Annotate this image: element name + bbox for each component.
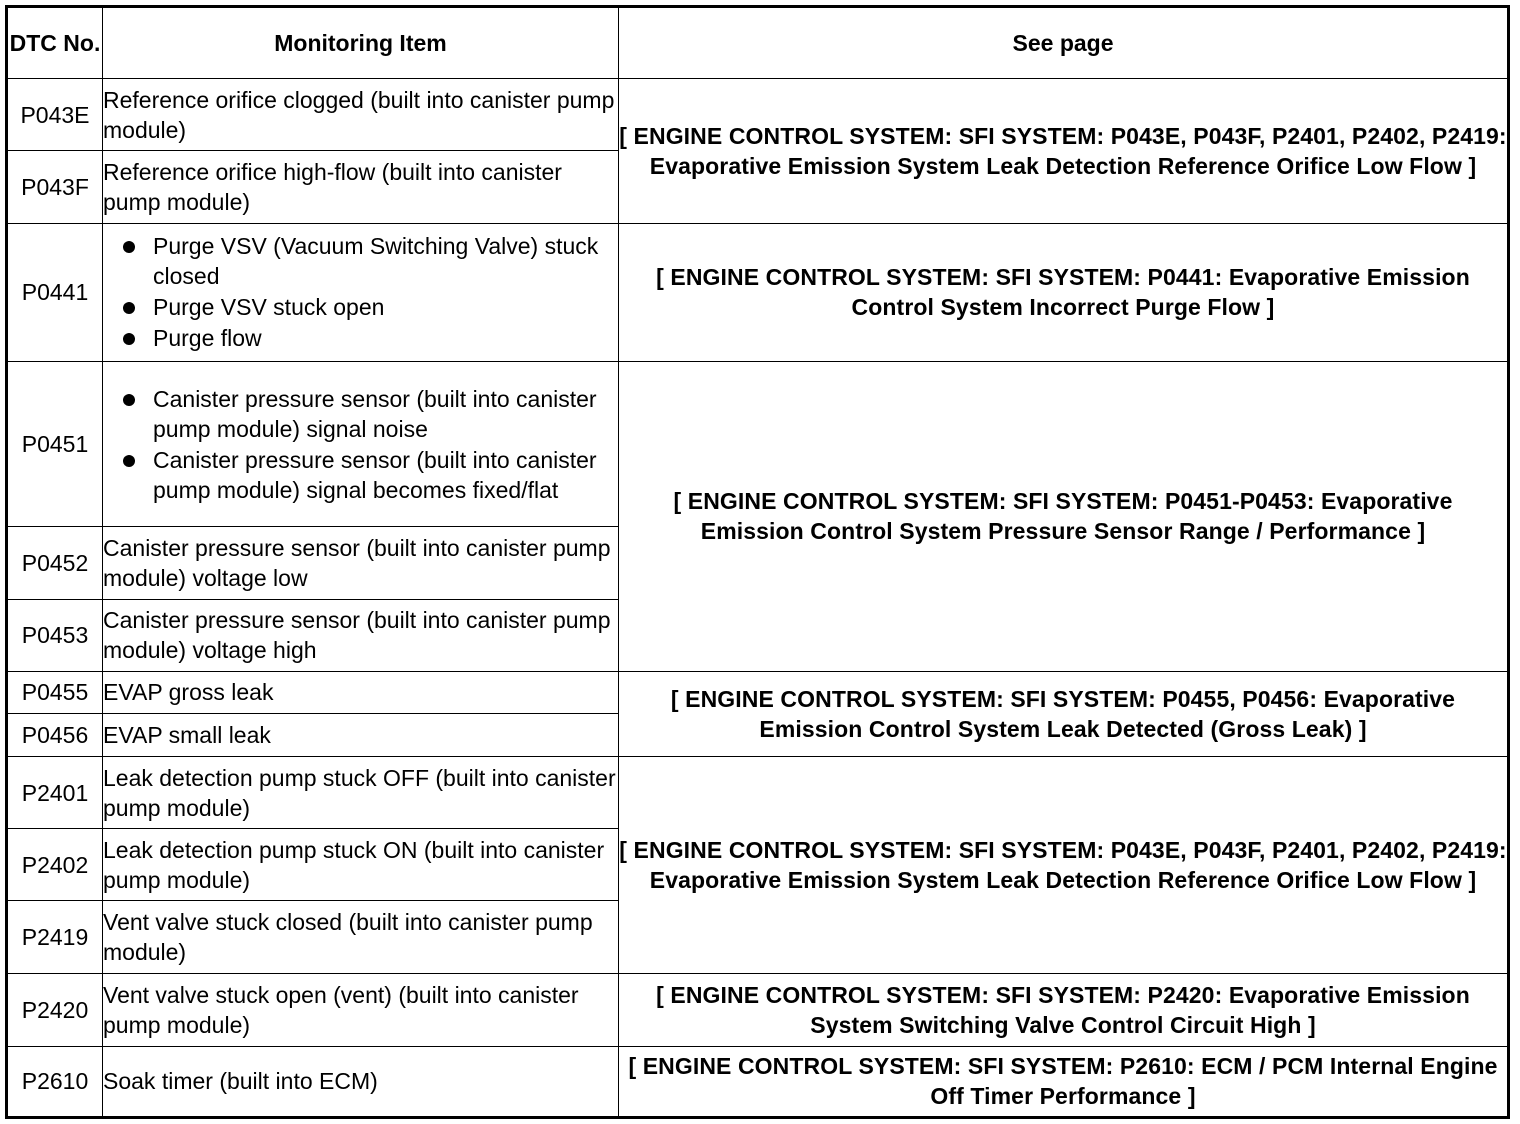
- bullet-icon: [123, 333, 135, 345]
- monitoring-item: Canister pressure sensor (built into canister pump module) voltage low: [103, 527, 619, 599]
- see-page-link[interactable]: [ ENGINE CONTROL SYSTEM: SFI SYSTEM: P0451-P0453: Evaporative Emission Control System Pressure Sensor Range / Performance ]: [619, 361, 1509, 671]
- monitoring-item: Soak timer (built into ECM): [103, 1046, 619, 1117]
- dtc-code: P2402: [7, 829, 103, 901]
- monitoring-item: Canister pressure sensor (built into canister pump module) voltage high: [103, 599, 619, 671]
- monitoring-item: [103, 361, 619, 526]
- dtc-code: P2419: [7, 901, 103, 973]
- monitoring-item: EVAP gross leak: [103, 671, 619, 713]
- header-see-page: See page: [619, 7, 1509, 79]
- table-row: [7, 79, 1509, 151]
- bullet-text: Purge VSV stuck open: [153, 294, 385, 321]
- table-row: [7, 223, 1509, 361]
- see-page-link[interactable]: [ ENGINE CONTROL SYSTEM: SFI SYSTEM: P043E, P043F, P2401, P2402, P2419: Evaporative Emission System Leak Detection Reference Orifice Low Flow ]: [619, 79, 1509, 223]
- dtc-code: P2401: [7, 756, 103, 828]
- table-row: [7, 756, 1509, 828]
- bullet-icon: [123, 302, 135, 314]
- table-row: [7, 671, 1509, 713]
- monitoring-item: Vent valve stuck open (vent) (built into canister pump module): [103, 973, 619, 1046]
- table-row: [7, 1046, 1509, 1117]
- dtc-code: P0452: [7, 527, 103, 599]
- monitoring-item: Reference orifice high-flow (built into canister pump module): [103, 151, 619, 223]
- header-monitoring-item: Monitoring Item: [103, 7, 619, 79]
- dtc-code: P0441: [7, 223, 103, 361]
- dtc-code: P0455: [7, 671, 103, 713]
- table-header-row: [7, 7, 1509, 79]
- monitoring-item: Reference orifice clogged (built into canister pump module): [103, 79, 619, 151]
- dtc-code: P0453: [7, 599, 103, 671]
- bullet-text: Purge flow: [153, 325, 262, 352]
- bullet-text: Purge VSV (Vacuum Switching Valve) stuck closed: [153, 233, 599, 290]
- monitoring-item: Leak detection pump stuck ON (built into canister pump module): [103, 829, 619, 901]
- bullet-icon: [123, 455, 135, 467]
- see-page-link[interactable]: [ ENGINE CONTROL SYSTEM: SFI SYSTEM: P0455, P0456: Evaporative Emission Control System Leak Detected (Gross Leak) ]: [619, 671, 1509, 756]
- table-row: [7, 973, 1509, 1046]
- monitoring-item: Vent valve stuck closed (built into canister pump module): [103, 901, 619, 973]
- bullet-icon: [123, 394, 135, 406]
- bullet-list: [103, 384, 618, 505]
- dtc-code: P2610: [7, 1046, 103, 1117]
- see-page-link[interactable]: [ ENGINE CONTROL SYSTEM: SFI SYSTEM: P2420: Evaporative Emission System Switching Valve Control Circuit High ]: [619, 973, 1509, 1046]
- monitoring-item: [103, 223, 619, 361]
- dtc-code: P2420: [7, 973, 103, 1046]
- dtc-code: P043E: [7, 79, 103, 151]
- dtc-code: P043F: [7, 151, 103, 223]
- bullet-item: [103, 445, 618, 505]
- see-page-link[interactable]: [ ENGINE CONTROL SYSTEM: SFI SYSTEM: P2610: ECM / PCM Internal Engine Off Timer Performance ]: [619, 1046, 1509, 1117]
- see-page-link[interactable]: [ ENGINE CONTROL SYSTEM: SFI SYSTEM: P043E, P043F, P2401, P2402, P2419: Evaporative Emission System Leak Detection Reference Orifice Low Flow ]: [619, 756, 1509, 973]
- monitoring-item: Leak detection pump stuck OFF (built into canister pump module): [103, 756, 619, 828]
- header-dtc-no: DTC No.: [7, 7, 103, 79]
- dtc-code: P0451: [7, 361, 103, 526]
- table-row: [7, 361, 1509, 526]
- dtc-code: P0456: [7, 713, 103, 756]
- bullet-item: [103, 323, 618, 353]
- bullet-item: [103, 231, 618, 291]
- bullet-text: Canister pressure sensor (built into canister pump module) signal becomes fixed/flat: [153, 446, 597, 503]
- bullet-item: [103, 292, 618, 322]
- bullet-icon: [123, 241, 135, 253]
- bullet-text: Canister pressure sensor (built into canister pump module) signal noise: [153, 385, 597, 442]
- bullet-item: [103, 384, 618, 444]
- monitoring-item: EVAP small leak: [103, 713, 619, 756]
- see-page-link[interactable]: [ ENGINE CONTROL SYSTEM: SFI SYSTEM: P0441: Evaporative Emission Control System Incorrect Purge Flow ]: [619, 223, 1509, 361]
- dtc-table: [5, 5, 1510, 1119]
- dtc-table-container: [5, 5, 1507, 1119]
- bullet-list: [103, 231, 618, 353]
